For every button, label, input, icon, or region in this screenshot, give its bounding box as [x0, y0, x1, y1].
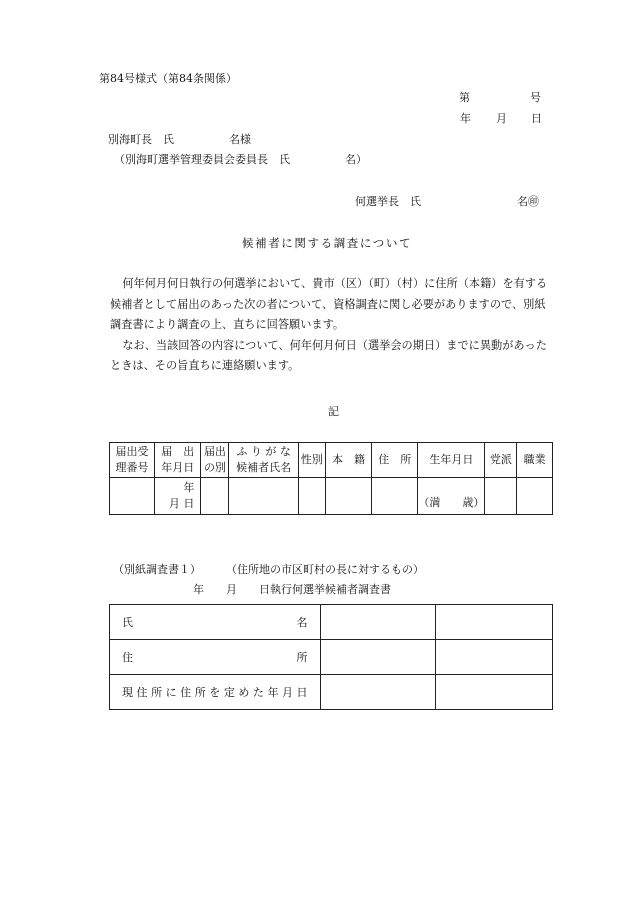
addressee-alt: （別海町選挙管理委員会委員長 氏 名） [114, 153, 367, 166]
number-prefix: 第 [459, 91, 470, 104]
table-header-row [110, 443, 553, 478]
header-birthdate: 生年月日 [418, 443, 485, 478]
header-party: 党派 [485, 443, 517, 478]
label-residence-date: 現住所に住所を定めた年月日 [110, 675, 321, 710]
addressee: 別海町長 氏 名様 [108, 133, 251, 146]
cell-candidate-name [229, 478, 298, 515]
cell-receipt-number [110, 478, 155, 515]
cell-residence-date-2 [436, 675, 553, 710]
cell-address [372, 478, 418, 515]
header-address: 住 所 [372, 443, 418, 478]
cell-filing-kind [201, 478, 229, 515]
page-title: 候補者に関する調査について [242, 236, 413, 250]
cell-party [485, 478, 517, 515]
table-row [110, 605, 553, 640]
cell-address-2 [436, 640, 553, 675]
date-year: 年 [460, 112, 471, 125]
attachment-title: 年 月 日執行何選挙候補者調査書 [193, 583, 391, 596]
investigation-table [109, 604, 553, 710]
sender-name-seal: 名㊞ [517, 195, 539, 208]
ki-label: 記 [328, 405, 339, 418]
number-suffix: 号 [530, 91, 541, 104]
table-row [110, 640, 553, 675]
cell-birthdate: （満 歳） [418, 478, 485, 515]
date-day: 日 [531, 112, 542, 125]
cell-honseki [325, 478, 371, 515]
body-paragraph-2: なお、当該回答の内容について、何年何月何日（選挙会の期日）までに異動があったときは、その旨直ちに連絡願います。 [110, 338, 547, 373]
date-month: 月 [496, 112, 507, 125]
cell-name-1 [320, 605, 436, 640]
label-name: 氏名 [110, 605, 321, 640]
sender-label: 何選挙長 氏 [355, 195, 421, 208]
cell-filing-date: 年 月 日 [155, 478, 201, 515]
header-honseki: 本 籍 [325, 443, 371, 478]
cell-occupation [517, 478, 553, 515]
attachment-label: （別紙調査書１） [113, 563, 201, 576]
body-paragraph-1: 何年何月何日執行の何選挙において、貴市（区）（町）（村）に住所（本籍）を有する候補者として届出のあった次の者について、資格調査に関し必要がありますので、別紙調査書により調査の上、直ちに回答願います。 [110, 277, 548, 332]
table-row [110, 478, 553, 515]
cell-name-2 [436, 605, 553, 640]
cell-address-1 [320, 640, 436, 675]
table-row [110, 675, 553, 710]
candidate-table [109, 442, 553, 515]
header-receipt-number: 届出受 理番号 [110, 443, 155, 478]
header-sex: 性別 [298, 443, 325, 478]
header-occupation: 職業 [517, 443, 553, 478]
cell-sex [298, 478, 325, 515]
attachment-note: （住所地の市区町村の長に対するもの） [226, 563, 424, 576]
header-filing-date: 届 出 年月日 [155, 443, 201, 478]
form-id: 第84号様式（第84条関係） [99, 72, 237, 85]
label-address: 住所 [110, 640, 321, 675]
body-text [110, 274, 556, 377]
header-candidate-name: ふ り が な 候補者氏名 [229, 443, 298, 478]
cell-residence-date-1 [320, 675, 436, 710]
header-filing-kind: 届出 の別 [201, 443, 229, 478]
